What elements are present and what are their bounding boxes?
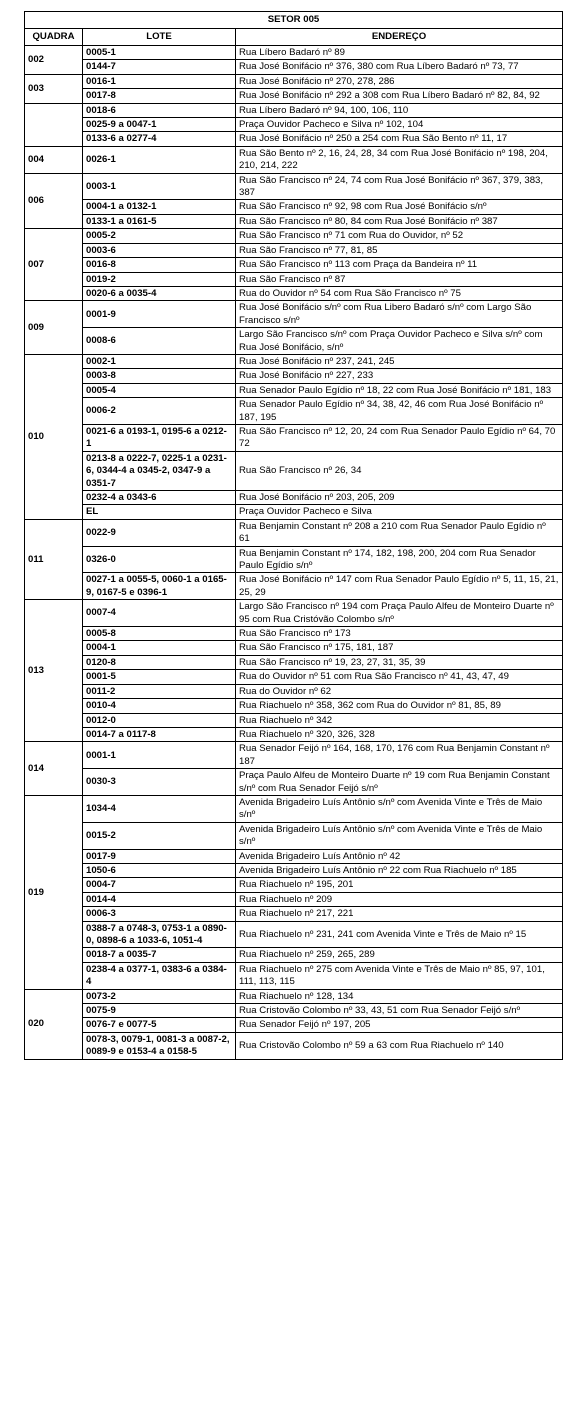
endereco-cell: Rua José Bonifácio nº 376, 380 com Rua Líbero Badaró nº 73, 77 — [236, 60, 563, 74]
header-lote: LOTE — [83, 29, 236, 46]
lote-cell: 0006-2 — [83, 398, 236, 425]
lote-cell: 0078-3, 0079-1, 0081-3 a 0087-2, 0089-9 e 0153-4 a 0158-5 — [83, 1032, 236, 1059]
quadra-cell: 003 — [25, 74, 83, 103]
endereco-cell: Rua São Francisco nº 80, 84 com Rua José Bonifácio nº 387 — [236, 214, 563, 228]
lote-cell: 0003-6 — [83, 243, 236, 257]
setor-table-container — [24, 11, 562, 1060]
endereco-cell: Rua Cristovão Colombo nº 33, 43, 51 com Rua Senador Feijó s/nº — [236, 1004, 563, 1018]
lote-cell: 0011-2 — [83, 684, 236, 698]
quadra-cell: 020 — [25, 989, 83, 1059]
quadra-cell — [25, 103, 83, 146]
table-row — [25, 921, 563, 948]
lote-cell: 1034-4 — [83, 795, 236, 822]
lote-cell: 0005-4 — [83, 383, 236, 397]
table-row — [25, 491, 563, 505]
table-row — [25, 684, 563, 698]
table-row — [25, 962, 563, 989]
table-row — [25, 74, 563, 88]
endereco-cell: Rua São Francisco nº 92, 98 com Rua José Bonifácio s/nº — [236, 200, 563, 214]
table-row — [25, 519, 563, 546]
table-row — [25, 103, 563, 117]
table-row — [25, 742, 563, 769]
lote-cell: 0016-8 — [83, 258, 236, 272]
endereco-cell: Avenida Brigadeiro Luís Antônio nº 42 — [236, 849, 563, 863]
table-row — [25, 200, 563, 214]
table-row — [25, 328, 563, 355]
endereco-cell: Rua São Francisco nº 24, 74 com Rua José Bonifácio nº 367, 379, 383, 387 — [236, 173, 563, 200]
endereco-cell: Rua São Francisco nº 87 — [236, 272, 563, 286]
table-row — [25, 627, 563, 641]
endereco-cell: Praça Ouvidor Pacheco e Silva — [236, 505, 563, 519]
endereco-cell: Rua do Ouvidor nº 62 — [236, 684, 563, 698]
table-row — [25, 286, 563, 300]
lote-cell: 0003-1 — [83, 173, 236, 200]
lote-cell: 0001-1 — [83, 742, 236, 769]
endereco-cell: Rua José Bonifácio s/nº com Rua Libero Badaró s/nº com Largo São Francisco s/nº — [236, 301, 563, 328]
endereco-cell: Rua Riachuelo nº 128, 134 — [236, 989, 563, 1003]
endereco-cell: Rua Benjamin Constant nº 208 a 210 com Rua Senador Paulo Egídio nº 61 — [236, 519, 563, 546]
endereco-cell: Rua Riachuelo nº 275 com Avenida Vinte e Três de Maio nº 85, 97, 101, 111, 113, 115 — [236, 962, 563, 989]
endereco-cell: Largo São Francisco s/nº com Praça Ouvidor Pacheco e Silva s/nº com Rua José Bonifácio, s/nº — [236, 328, 563, 355]
lote-cell: 0003-8 — [83, 369, 236, 383]
endereco-cell: Rua São Bento nº 2, 16, 24, 28, 34 com Rua José Bonifácio nº 198, 204, 210, 214, 222 — [236, 146, 563, 173]
endereco-cell: Praça Ouvidor Pacheco e Silva nº 102, 104 — [236, 118, 563, 132]
lote-cell: 0388-7 a 0748-3, 0753-1 a 0890-0, 0898-6 a 1033-6, 1051-4 — [83, 921, 236, 948]
lote-cell: 1050-6 — [83, 863, 236, 877]
table-row — [25, 600, 563, 627]
table-row — [25, 989, 563, 1003]
endereco-cell: Rua Benjamin Constant nº 174, 182, 198, 200, 204 com Rua Senador Paulo Egídio s/nº — [236, 546, 563, 573]
title-row — [25, 12, 563, 29]
endereco-cell: Rua do Ouvidor nº 54 com Rua São Francisco nº 75 — [236, 286, 563, 300]
table-row — [25, 243, 563, 257]
lote-cell: 0007-4 — [83, 600, 236, 627]
table-row — [25, 301, 563, 328]
table-row — [25, 795, 563, 822]
endereco-cell: Rua Riachuelo nº 231, 241 com Avenida Vinte e Três de Maio nº 15 — [236, 921, 563, 948]
lote-cell: 0014-4 — [83, 892, 236, 906]
table-row — [25, 369, 563, 383]
lote-cell: 0004-7 — [83, 878, 236, 892]
table-row — [25, 424, 563, 451]
endereco-cell: Largo São Francisco nº 194 com Praça Paulo Alfeu de Monteiro Duarte nº 95 com Rua Cristóvão Colombo s/nº — [236, 600, 563, 627]
header-endereco: ENDEREÇO — [236, 29, 563, 46]
lote-cell: 0006-3 — [83, 907, 236, 921]
quadra-cell: 014 — [25, 742, 83, 796]
lote-cell: 0020-6 a 0035-4 — [83, 286, 236, 300]
table-row — [25, 1032, 563, 1059]
endereco-cell: Rua Senador Feijó nº 197, 205 — [236, 1018, 563, 1032]
table-row — [25, 451, 563, 490]
lote-cell: 0017-9 — [83, 849, 236, 863]
endereco-cell: Rua José Bonifácio nº 237, 241, 245 — [236, 354, 563, 368]
lote-cell: EL — [83, 505, 236, 519]
table-row — [25, 258, 563, 272]
endereco-cell: Avenida Brigadeiro Luís Antônio s/nº com Avenida Vinte e Três de Maio s/nº — [236, 795, 563, 822]
table-row — [25, 118, 563, 132]
table-row — [25, 505, 563, 519]
endereco-cell: Rua Riachuelo nº 259, 265, 289 — [236, 948, 563, 962]
endereco-cell: Rua São Francisco nº 71 com Rua do Ouvidor, nº 52 — [236, 229, 563, 243]
lote-cell: 0075-9 — [83, 1004, 236, 1018]
table-row — [25, 272, 563, 286]
lote-cell: 0030-3 — [83, 769, 236, 796]
quadra-cell: 002 — [25, 46, 83, 75]
table-row — [25, 398, 563, 425]
endereco-cell: Rua Riachuelo nº 342 — [236, 713, 563, 727]
table-row — [25, 670, 563, 684]
endereco-cell: Rua Riachuelo nº 195, 201 — [236, 878, 563, 892]
table-row — [25, 769, 563, 796]
quadra-cell: 010 — [25, 354, 83, 519]
lote-cell: 0022-9 — [83, 519, 236, 546]
lote-cell: 0001-9 — [83, 301, 236, 328]
endereco-cell: Rua Líbero Badaró nº 94, 100, 106, 110 — [236, 103, 563, 117]
table-row — [25, 89, 563, 103]
endereco-cell: Avenida Brigadeiro Luís Antônio s/nº com Avenida Vinte e Três de Maio s/nº — [236, 822, 563, 849]
table-row — [25, 863, 563, 877]
lote-cell: 0076-7 e 0077-5 — [83, 1018, 236, 1032]
table-row — [25, 146, 563, 173]
lote-cell: 0238-4 a 0377-1, 0383-6 a 0384-4 — [83, 962, 236, 989]
endereco-cell: Rua José Bonifácio nº 203, 205, 209 — [236, 491, 563, 505]
endereco-cell: Rua Riachuelo nº 358, 362 com Rua do Ouvidor nº 81, 85, 89 — [236, 699, 563, 713]
endereco-cell: Rua São Francisco nº 173 — [236, 627, 563, 641]
lote-cell: 0026-1 — [83, 146, 236, 173]
lote-cell: 0008-6 — [83, 328, 236, 355]
endereco-cell: Rua Senador Feijó nº 164, 168, 170, 176 com Rua Benjamin Constant nº 187 — [236, 742, 563, 769]
lote-cell: 0017-8 — [83, 89, 236, 103]
table-row — [25, 354, 563, 368]
table-row — [25, 60, 563, 74]
table-row — [25, 173, 563, 200]
setor-table — [24, 11, 563, 1060]
table-row — [25, 892, 563, 906]
header-quadra: QUADRA — [25, 29, 83, 46]
quadra-cell: 007 — [25, 229, 83, 301]
lote-cell: 0120-8 — [83, 655, 236, 669]
lote-cell: 0019-2 — [83, 272, 236, 286]
lote-cell: 0001-5 — [83, 670, 236, 684]
table-row — [25, 907, 563, 921]
table-row — [25, 713, 563, 727]
endereco-cell: Rua José Bonifácio nº 147 com Rua Senador Paulo Egídio nº 5, 11, 15, 21, 25, 29 — [236, 573, 563, 600]
lote-cell: 0014-7 a 0117-8 — [83, 727, 236, 741]
lote-cell: 0004-1 a 0132-1 — [83, 200, 236, 214]
quadra-cell: 011 — [25, 519, 83, 599]
lote-cell: 0018-7 a 0035-7 — [83, 948, 236, 962]
table-row — [25, 878, 563, 892]
endereco-cell: Rua São Francisco nº 113 com Praça da Bandeira nº 11 — [236, 258, 563, 272]
lote-cell: 0027-1 a 0055-5, 0060-1 a 0165-9, 0167-5 e 0396-1 — [83, 573, 236, 600]
table-row — [25, 948, 563, 962]
lote-cell: 0010-4 — [83, 699, 236, 713]
lote-cell: 0016-1 — [83, 74, 236, 88]
endereco-cell: Rua São Francisco nº 26, 34 — [236, 451, 563, 490]
endereco-cell: Praça Paulo Alfeu de Monteiro Duarte nº 19 com Rua Benjamin Constant s/nº com Rua Senador Feijó s/nº — [236, 769, 563, 796]
endereco-cell: Rua Riachuelo nº 209 — [236, 892, 563, 906]
table-row — [25, 546, 563, 573]
endereco-cell: Rua São Francisco nº 12, 20, 24 com Rua Senador Paulo Egídio nº 64, 70 72 — [236, 424, 563, 451]
quadra-cell: 006 — [25, 173, 83, 229]
endereco-cell: Rua São Francisco nº 175, 181, 187 — [236, 641, 563, 655]
endereco-cell: Rua Riachuelo nº 320, 326, 328 — [236, 727, 563, 741]
endereco-cell: Rua José Bonifácio nº 270, 278, 286 — [236, 74, 563, 88]
table-row — [25, 214, 563, 228]
lote-cell: 0002-1 — [83, 354, 236, 368]
endereco-cell: Rua Líbero Badaró nº 89 — [236, 46, 563, 60]
lote-cell: 0004-1 — [83, 641, 236, 655]
table-row — [25, 727, 563, 741]
endereco-cell: Rua José Bonifácio nº 292 a 308 com Rua Líbero Badaró nº 82, 84, 92 — [236, 89, 563, 103]
lote-cell: 0005-2 — [83, 229, 236, 243]
table-row — [25, 699, 563, 713]
endereco-cell: Rua do Ouvidor nº 51 com Rua São Francisco nº 41, 43, 47, 49 — [236, 670, 563, 684]
lote-cell: 0232-4 a 0343-6 — [83, 491, 236, 505]
sector-title: SETOR 005 — [25, 12, 563, 29]
endereco-cell: Rua Riachuelo nº 217, 221 — [236, 907, 563, 921]
table-row — [25, 655, 563, 669]
table-row — [25, 132, 563, 146]
table-row — [25, 822, 563, 849]
table-row — [25, 641, 563, 655]
table-row — [25, 849, 563, 863]
table-row — [25, 1018, 563, 1032]
lote-cell: 0012-0 — [83, 713, 236, 727]
lote-cell: 0144-7 — [83, 60, 236, 74]
quadra-cell: 019 — [25, 795, 83, 989]
table-row — [25, 383, 563, 397]
lote-cell: 0021-6 a 0193-1, 0195-6 a 0212-1 — [83, 424, 236, 451]
lote-cell: 0005-1 — [83, 46, 236, 60]
lote-cell: 0133-1 a 0161-5 — [83, 214, 236, 228]
endereco-cell: Rua Senador Paulo Egídio nº 34, 38, 42, 46 com Rua José Bonifácio nº 187, 195 — [236, 398, 563, 425]
lote-cell: 0073-2 — [83, 989, 236, 1003]
table-row — [25, 229, 563, 243]
lote-cell: 0018-6 — [83, 103, 236, 117]
quadra-cell: 013 — [25, 600, 83, 742]
endereco-cell: Rua José Bonifácio nº 227, 233 — [236, 369, 563, 383]
lote-cell: 0133-6 a 0277-4 — [83, 132, 236, 146]
table-row — [25, 46, 563, 60]
header-row — [25, 29, 563, 46]
table-row — [25, 1004, 563, 1018]
quadra-cell: 004 — [25, 146, 83, 173]
lote-cell: 0025-9 a 0047-1 — [83, 118, 236, 132]
lote-cell: 0326-0 — [83, 546, 236, 573]
quadra-cell: 009 — [25, 301, 83, 355]
endereco-cell: Rua São Francisco nº 19, 23, 27, 31, 35, 39 — [236, 655, 563, 669]
lote-cell: 0015-2 — [83, 822, 236, 849]
endereco-cell: Rua Senador Paulo Egídio nº 18, 22 com Rua José Bonifácio nº 181, 183 — [236, 383, 563, 397]
table-row — [25, 573, 563, 600]
endereco-cell: Rua Cristovão Colombo nº 59 a 63 com Rua Riachuelo nº 140 — [236, 1032, 563, 1059]
lote-cell: 0005-8 — [83, 627, 236, 641]
endereco-cell: Rua José Bonifácio nº 250 a 254 com Rua São Bento nº 11, 17 — [236, 132, 563, 146]
endereco-cell: Avenida Brigadeiro Luís Antônio nº 22 com Rua Riachuelo nº 185 — [236, 863, 563, 877]
table-body — [25, 46, 563, 1060]
endereco-cell: Rua São Francisco nº 77, 81, 85 — [236, 243, 563, 257]
lote-cell: 0213-8 a 0222-7, 0225-1 a 0231-6, 0344-4 a 0345-2, 0347-9 a 0351-7 — [83, 451, 236, 490]
